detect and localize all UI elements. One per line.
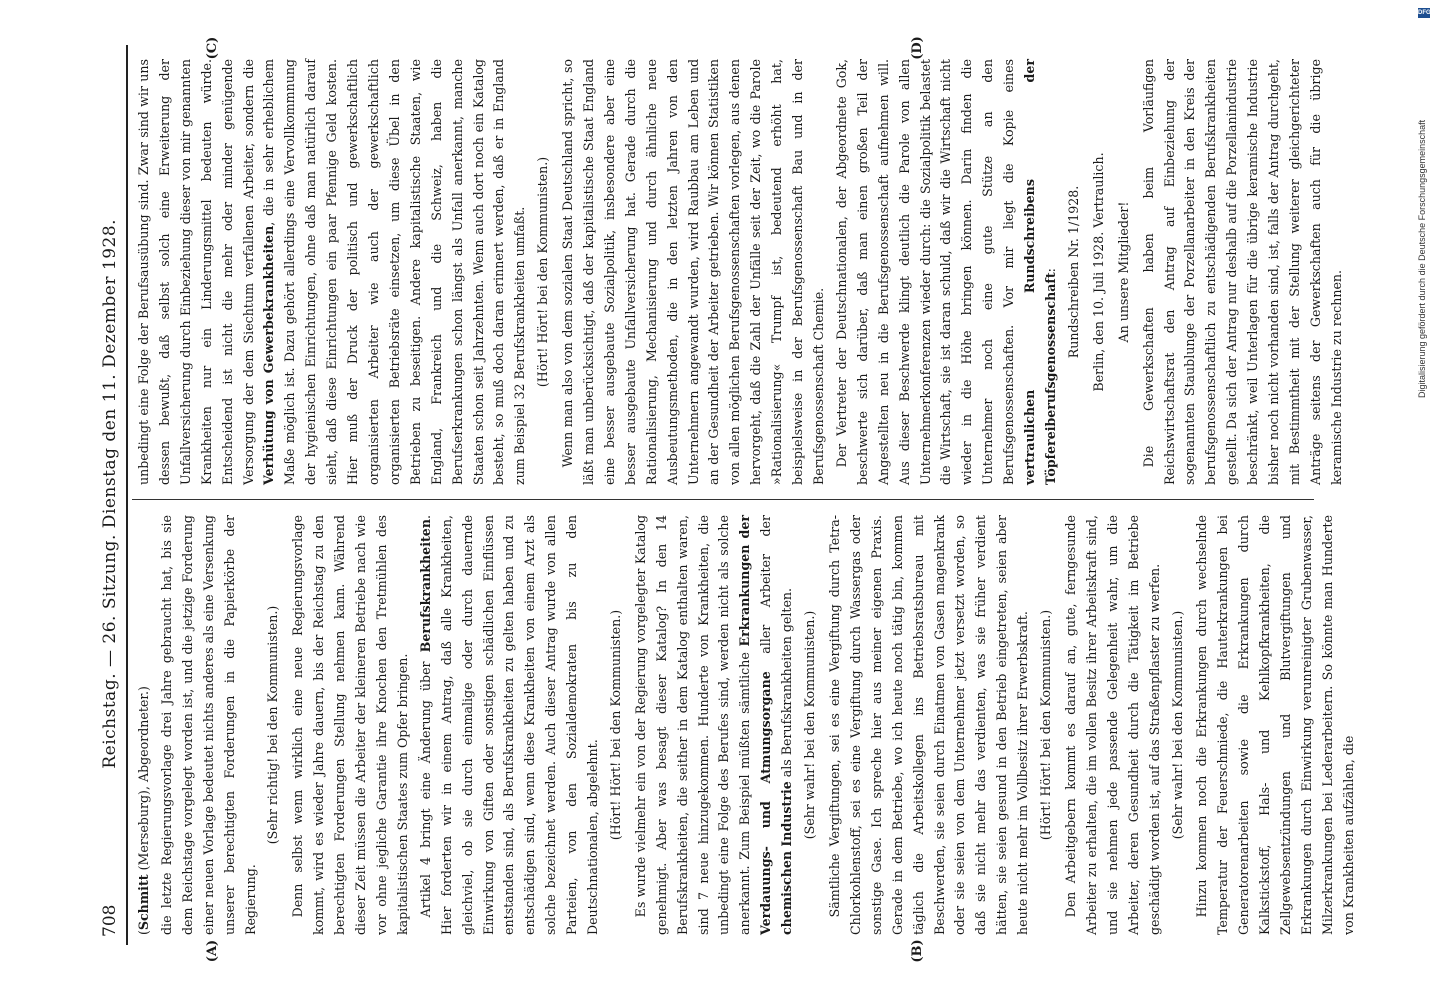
interjection: (Sehr wahr! bei den Kommunisten.) (802, 610, 818, 840)
bold-term: chemischen Industrie (779, 781, 795, 935)
text-run: Es wurde vielmehr ein von der Regierung vorgelegter Katalog genehmigt. Aber was besagt dieser Katalog? In den 14 Berufskrankheiten, die seither in dem Katalog enthalten waren, sind 7 neue hinzugekommen. Hunderte von Krankheiten, die unbedingt eine Folge des Berufes sind, werden nicht als solche anerkannt. Zum Beispiel müßten sämtliche (632, 515, 753, 935)
column-divider (132, 499, 1314, 500)
paragraph: Die Gewerkschaften haben beim Vorläufigen Reichswirtschaftsrat den Antrag auf Einbeziehung der sogenannten Staublunge der Porzellanarbeiter in den Kreis der berufsgenossenschaftlich zu entschädigenden Berufskrankheiten gestellt. Da sich der Antrag nur deshalb auf die Porzellanindustrie beschränkt, weil Unterlagen für die übrige keramische Industrie bisher noch nicht vorhanden sind, ist, falls der Antrag durchgeht, mit Bestimmtheit mit der Stellung weiterer gleichgerichteter Anträge seitens der Gewerkschaften auch für die übrige keramische Industrie zu rechnen. (1140, 59, 1344, 485)
text-run: aller Arbeiter der (758, 514, 774, 672)
circular-number: Rundschreiben Nr. 1/1928. (1065, 185, 1081, 359)
interjection: (Sehr wahr! bei den Kommunisten.) (1169, 610, 1185, 840)
paragraph: Wenn man also von dem sozialen Staat Deutschland spricht, so läßt man unberücksichtigt, daß der kapitalistische Staat England eine besser ausgebaute Sozialpolitik, insbesondere aber eine besser ausgebaute Unfallversicherung hat. Gerade durch die Rationalisierung, Mechanisierung und durch ähnliche neue Ausbeutungsmethoden, die in den letzten Jahren von den Unternehmern angewandt wurden, wird Raubbau am Leben und an der Gesundheit der Arbeiter getrieben. Wir können Statistiken von allen möglichen Berufsgenossenschaften vorlegen, aus denen hervorgeht, daß die Zahl der Unfälle seit der Zeit, wo die Parole »Rationalisierung« Trumpf ist, bedeutend erhöht hat, beispielsweise in der Berufsgenossenschaft Bau und in der Berufsgenossenschaft Chemie. (560, 59, 826, 485)
text-run: als Berufskrankheiten gelten. (779, 587, 795, 782)
paragraph (832, 59, 1062, 485)
paragraph (631, 515, 798, 935)
paragraph: die letzte Regierungsvorlage drei Jahre gebraucht hat, bis sie dem Reichstage vorgelegt worden ist, und die jetzige Forderung einer neuen Vorlage bedeutet nichts anderes als eine Versenkung unserer berechtigten Forderungen in die Papierkörbe der Regierung. (158, 515, 258, 935)
speaker-name: Schmitt (136, 874, 151, 931)
dfg-logo: DFG (1418, 10, 1431, 16)
header-rule (126, 45, 128, 945)
speaker-detail: (Merseburg), Abgeordneter.) (136, 686, 151, 875)
margin-label-a: (A) (205, 939, 220, 963)
text-run: : (1042, 268, 1058, 273)
paragraph (416, 515, 604, 935)
paragraph: Denn selbst wenn wirklich eine neue Regierungsvorlage kommt, wird es wieder Jahre dauern, bis der Reichstag zu den berechtigten Forderungen Stellung nehmen kann. Während dieser Zeit müssen die Arbeiter der kleineren Betriebe nach wie vor ohne jegliche Garantie ihre Knochen den Tretmühlen des kapitalistischen Staates zum Opfer bringen. (290, 515, 410, 935)
circular-salutation: An unsere Mitglieder! (1115, 201, 1131, 343)
margin-label-c: (C) (205, 36, 220, 60)
left-column (134, 514, 1356, 935)
text-run: unbedingt eine Folge der Berufsausübung sind. Zwar sind wir uns dessen bewußt, daß selbst solch eine Erweiterung der Unfallversicherung durch Einbeziehung dieser von mir genannten Krankheiten nur ein Linderungsmittel bedeuten würde. Entscheidend ist nicht die mehr oder minder genügende Versorgung der dem Siechtum verfallenen Arbeiter, sondern die (136, 59, 256, 485)
bold-term: Erkrankungen der Verdauungs- und Atmungsorgane (737, 514, 774, 935)
page-header (90, 53, 120, 937)
interjection: (Hört! Hört! bei den Kommunisten.) (1038, 609, 1054, 841)
bold-term: Verhütung von Gewerbekrankheiten (261, 225, 277, 485)
paragraph: Sämtliche Vergiftungen, sei es eine Vergiftung durch Tetra-Chlorkohlenstoff, sei es eine Vergiftung durch Wassergas oder sonstige Gase. Ich spreche hier aus meiner eigenen Praxis. Gerade in dem Betriebe, wo ich heute noch tätig bin, kommen täglich die Arbeitskollegen ins Betriebsratsbureau mit Beschwerden, sie seien durch Einatmen von Gasen magenkrank oder sie seien von dem Unternehmer jetzt versetzt worden, so daß sie nicht mehr das verdienten, was sie früher verdient hätten, sie seien gesund in den Betrieb eingetreten, seien aber heute nicht mehr im Vollbesitz ihrer Erwerbskraft. (827, 515, 1031, 935)
bold-term: Berufskrankheiten (417, 519, 433, 653)
speaker-line: (Schmitt (Merseburg), Abgeordneter.) (136, 686, 151, 935)
circular-date: Berlin, den 10. Juli 1928. Vertraulich. (1090, 152, 1106, 392)
paragraph (134, 59, 531, 485)
margin-label-d: (D) (910, 36, 925, 60)
text-run: Der Vertreter der Deutschnationalen, der Abgeordnete Gok, beschwerte sich darüber, daß man einen großen Teil der Angestellten neu in die Berufsgenossenschaft aufnehmen will. Aus dieser Beschwerde klingt deutlich die Parole von allen Unternehmerkonferenzen wieder durch: die Sozialpolitik belastet die Wirtschaft, sie ist daran schuld, daß wir die Wirtschaft nicht wieder in die Höhe bringen können. Darin finden die Unternehmer noch eine gute Stütze an den Berufsgenossenschaften. Vor mir liegt die Kopie eines (833, 59, 1017, 485)
right-column (134, 59, 1344, 485)
page-header-title: Reichstag. — 26. Sitzung. Dienstag den 11. Dezember 1928. (100, 218, 120, 769)
margin-label-b: (B) (910, 939, 925, 963)
interjection: (Hört! Hört! bei den Kommunisten.) (535, 156, 551, 388)
dfg-credit-strip (1414, 0, 1434, 1000)
paragraph: Hinzu kommen noch die Erkrankungen durch wechselnde Temperatur der Feuerschmiede, die Hauterkrankungen bei Generatorenarbeiten sowie die Erkrankungen durch Kalkstickstoff, Hals- und Kehlkopfkrankheiten, die Zellgewebsentzündungen und Blutvergiftungen und Erkrankungen durch Einwirkung verunreinigter Grubenwasser, Milzerkrankungen bei Lederarbeitern. So könnte man Hunderte von Krankheiten aufzählen, die (1194, 515, 1356, 935)
paragraph: Den Arbeitgebern kommt es darauf an, gute, ferngesunde Arbeiter zu erhalten, die im vollen Besitz ihrer Arbeitskraft sind, und sie nehmen jede passende Gelegenheit wahr, um die Arbeiter, deren Gesundheit durch die Tätigkeit im Betriebe geschädigt worden ist, auf das Straßenpflaster zu werfen. (1062, 515, 1162, 935)
text-run: Artikel 4 bringt eine Änderung über (417, 652, 433, 918)
bold-term: vertraulichen Rundschreibens der Töpfereiberufsgenossenschaft (1022, 59, 1058, 485)
page-number: 708 (100, 904, 120, 937)
interjection: (Sehr richtig! bei den Kommunisten.) (265, 605, 281, 845)
rotated-document-page (90, 35, 1356, 963)
text-run: , die in sehr erheblichem Maße möglich ist. Dazu gehört allerdings eine Vervollkommnung der hygienischen Einrichtungen, ohne daß man natürlich darauf sieht, daß diese Einrichtungen ein paar Pfennige Geld kosten. Hier muß der Druck der politisch und gewerkschaftlich organisierten Arbeiter wie auch der gewerkschaftlich organisierten Betriebsräte einsetzen, um diese Übel in den Betrieben zu beseitigen. Andere kapitalistische Staaten, wie England, Frankreich und die Schweiz, haben die Berufserkrankungen schon längst als Unfall anerkannt, manche Staaten schon seit Jahrzehnten. Wenn auch dort noch ein Katalog besteht, so muß doch daran erinnert werden, daß er in England zum Beispiel 32 Berufskrankheiten umfaßt. (261, 59, 528, 485)
dfg-credit-text: Digitalisierung gefördert durch die Deutsche Forschungsgemeinschaft (1417, 119, 1427, 398)
interjection: (Hört! Hört! bei den Kommunisten.) (607, 609, 623, 841)
text-run: . Hier forderten wir in einem Antrag, daß alle Krankheiten, gleichviel, ob sie durch einmalige oder durch dauernde Einwirkung von Giften oder sonstigen schädlichen Einflüssen entstanden sind, als Berufskrankheiten zu gelten haben und zu entschädigen sind, wenn diese Krankheiten von einem Arzt als solche bezeichnet werden. Auch dieser Antrag wurde von allen Parteien, von den Sozialdemokraten bis zu den Deutschnationalen, abgelehnt. (417, 515, 601, 935)
